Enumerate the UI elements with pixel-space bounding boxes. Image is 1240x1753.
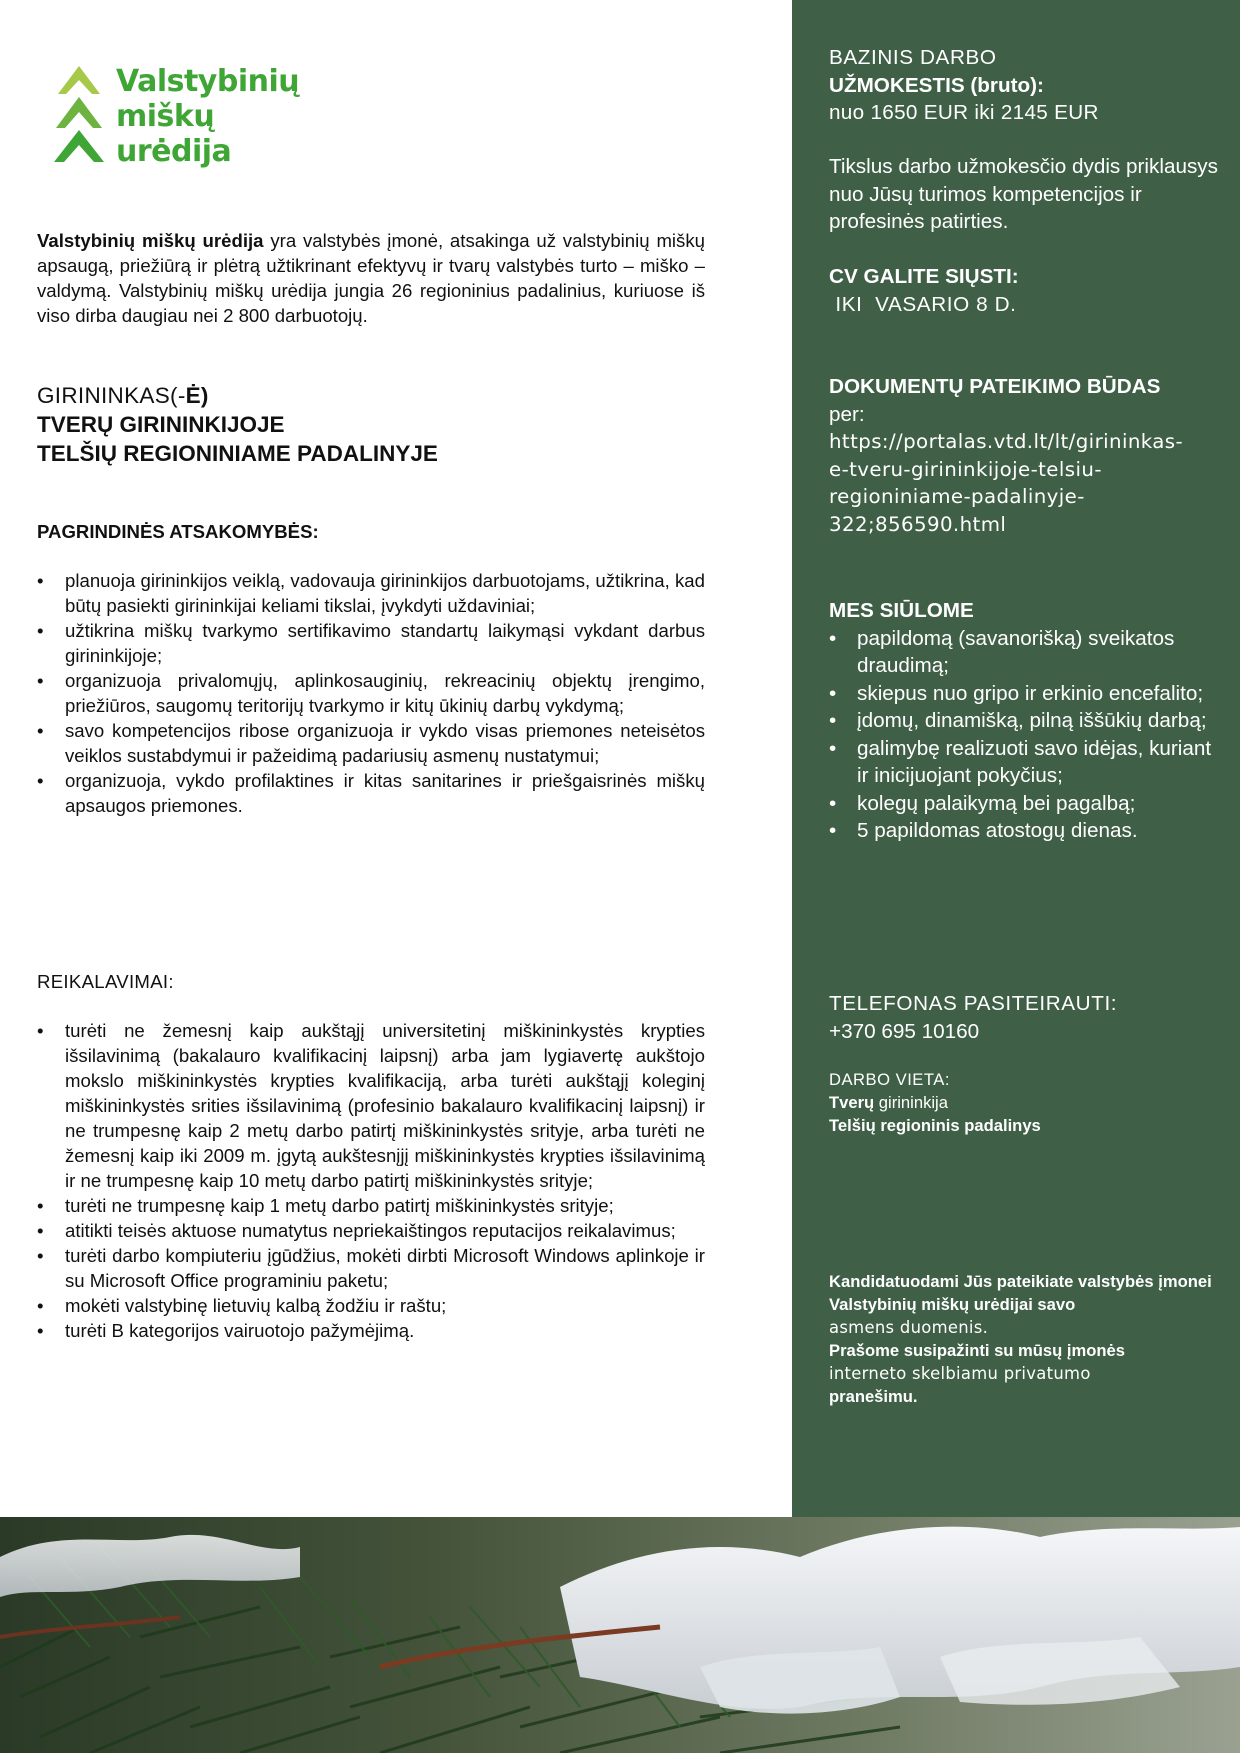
offer-item: • skiepus nuo gripo ir erkinio encefalito; [829, 680, 1224, 708]
offer-list [829, 625, 1224, 845]
privacy-notice [829, 1270, 1229, 1408]
responsibilities-heading: PAGRINDINĖS ATSAKOMYBĖS: [37, 521, 319, 542]
submission-link[interactable] [829, 428, 1224, 538]
list-item: • užtikrina miškų tvarkymo sertifikavimo standartų laikymąsi vykdant darbus girininkijoje; [37, 618, 705, 668]
workplace-forestry [829, 1091, 1224, 1114]
logo-line: Valstybinių [116, 64, 300, 99]
list-item: • turėti darbo kompiuteriu įgūdžius, mokėti dirbti Microsoft Windows aplinkoje ir su Microsoft Office programiniu paketu; [37, 1243, 705, 1293]
list-item: • atitikti teisės aktuose numatytus nepriekaištingos reputacijos reikalavimus; [37, 1218, 705, 1243]
submission-link-line[interactable]: https://portalas.vtd.lt/lt/girininkas- [829, 430, 1184, 453]
privacy-text-bold: Prašome susipažinti su mūsų įmonės [829, 1341, 1126, 1360]
offer-block [829, 597, 1224, 845]
list-item: • turėti B kategorijos vairuotojo pažymėjimą. [37, 1318, 705, 1343]
cv-deadline-block [829, 263, 1224, 318]
workplace-forestry-type: girininkija [874, 1093, 948, 1112]
list-item: • turėti ne trumpesnę kaip 1 metų darbo patirtį miškininkystės srityje; [37, 1193, 705, 1218]
list-item: • organizuoja privalomųjų, aplinkosauginių, rekreacinių objektų įrengimo, priežiūros, saugomų teritorijų tvarkymo ir kitų ūkinių darbų vykdymą; [37, 668, 705, 718]
logo-line: urėdija [116, 134, 232, 169]
submission-heading-text: DOKUMENTŲ PATEIKIMO BŪDAS [829, 375, 1161, 398]
list-item: • mokėti valstybinę lietuvių kalbą žodžiu ir raštu; [37, 1293, 705, 1318]
job-title-line-1 [37, 381, 438, 410]
privacy-line: interneto skelbiamu privatumo [829, 1364, 1091, 1383]
phone-number[interactable]: +370 695 10160 [829, 1019, 980, 1043]
cv-deadline: IKI VASARIO 8 D. [829, 292, 1017, 316]
offer-item: • įdomų, dinamišką, pilną iššūkių darbą; [829, 707, 1224, 735]
salary-range: nuo 1650 EUR iki 2145 EUR [829, 101, 1099, 124]
privacy-text-bold: Kandidatuodami Jūs pateikiate valstybės įmonei Valstybinių miškų urėdijai savo [829, 1272, 1212, 1314]
logo-line: miškų [116, 99, 215, 134]
offer-item: • galimybę realizuoti savo idėjas, kuriant ir inicijuojant pokyčius; [829, 735, 1224, 790]
offer-item: • kolegų palaikymą bei pagalbą; [829, 790, 1224, 818]
salary-label: BAZINIS DARBO [829, 46, 997, 69]
list-item: • turėti ne žemesnį kaip aukštąjį universitetinį miškininkystės krypties išsilavinimą (bakalauro kvalifikacinį laipsnį) arba jam lygiavertę aukštojo mokslo miškininkystės krypties kvalifikaciją, arba turėti aukštąjį koleginį miškininkystės srities išsilavinimą (profesinio bakalauro kvalifikacinį laipsnį) ir ne trumpesnę kaip 2 metų darbo patirtį miškininkystės srityje, arba turėti ne žemesnį kaip iki 2009 m. įgytą aukštesnįjį miškininkystės krypties išsilavinimą ir ne trumpesnę kaip 10 metų darbo patirtį miškininkystės srityje; [37, 1018, 705, 1193]
list-item: • organizuoja, vykdo profilaktines ir kitas sanitarines ir priešgaisrinės miškų apsaugos priemones. [37, 768, 705, 818]
org-name: Valstybinių miškų urėdija [37, 230, 264, 251]
submission-heading [829, 373, 1224, 401]
privacy-link-text[interactable]: pranešimu. [829, 1387, 918, 1406]
cv-heading [829, 263, 1224, 291]
responsibilities-list [37, 568, 705, 818]
workplace-forestry-name: Tverų [829, 1093, 875, 1112]
submission-link-line[interactable]: regioniniame-padalinyje- [829, 485, 1085, 508]
submission-block [829, 373, 1224, 538]
logo-wordmark [116, 64, 299, 169]
submission-link-line[interactable]: 322;856590.html [829, 512, 1007, 536]
workplace-unit [829, 1114, 1224, 1137]
salary-label-strong: UŽMOKESTIS (bruto): [829, 73, 1044, 97]
privacy-line [829, 1270, 1229, 1316]
fir-tree-logo-icon [54, 64, 104, 164]
phone-block [829, 990, 1224, 1045]
requirements-heading: REIKALAVIMAI: [37, 971, 174, 992]
info-panel [792, 0, 1240, 1517]
offer-heading [829, 597, 1224, 625]
job-title-line-3: TELŠIŲ REGIONINIAME PADALINYJE [37, 441, 438, 466]
offer-item: • papildomą (savanorišką) sveikatos draudimą; [829, 625, 1224, 680]
snowy-fir-branch-image [0, 1517, 1240, 1753]
privacy-line [829, 1339, 1229, 1362]
job-title-line-2: TVERŲ GIRININKIJOJE [37, 412, 285, 437]
phone-label: TELEFONAS PASITEIRAUTI: [829, 992, 1118, 1015]
snowy-branch-illustration [0, 1517, 1240, 1753]
intro-text: yra valstybės įmonė, atsakinga už valstybinių miškų apsaugą, priežiūrą ir plėtrą užtikrinant efektyvų ir tvarų valstybės turto – miško – valdymą. Valstybinių miškų urėdija jungia 26 regioninius padalinius, kuriuose iš viso dirba daugiau nei 2 800 darbuotojų. [37, 230, 705, 326]
offer-heading-text: MES SIŪLOME [829, 599, 974, 622]
brand-logo [54, 64, 299, 169]
job-title [37, 381, 438, 468]
salary-block [829, 44, 1224, 127]
salary-note: Tikslus darbo užmokesčio dydis priklausys nuo Jūsų turimos kompetencijos ir profesinės patirties. [829, 155, 1218, 233]
workplace-label: DARBO VIETA: [829, 1070, 950, 1089]
job-title-suffix: Ė) [185, 383, 209, 408]
list-item: • planuoja girininkijos veiklą, vadovauja girininkijos darbuotojams, užtikrina, kad būtų pasiekti girininkijai keliami tikslai, įvykdyti uždaviniai; [37, 568, 705, 618]
requirements-list [37, 1018, 705, 1343]
job-title-prefix: GIRININKAS(- [37, 383, 186, 408]
workplace-block [829, 1068, 1224, 1137]
salary-label-bold [829, 72, 1224, 100]
workplace-unit-name: Telšių regioninis padalinys [829, 1116, 1041, 1135]
intro-paragraph [37, 228, 705, 328]
cv-heading-text: CV GALITE SIŲSTI: [829, 265, 1019, 288]
offer-item: • 5 papildomas atostogų dienas. [829, 817, 1224, 845]
privacy-link[interactable] [829, 1385, 1229, 1408]
submission-link-line[interactable]: e-tveru-girininkijoje-telsiu- [829, 457, 1102, 481]
list-item: • savo kompetencijos ribose organizuoja ir vykdo visas priemones neteisėtos veiklos sustabdymui ir pažeidimą padariusių asmenų nustatymui; [37, 718, 705, 768]
submission-via: per: [829, 402, 865, 426]
privacy-line: asmens duomenis. [829, 1318, 989, 1337]
